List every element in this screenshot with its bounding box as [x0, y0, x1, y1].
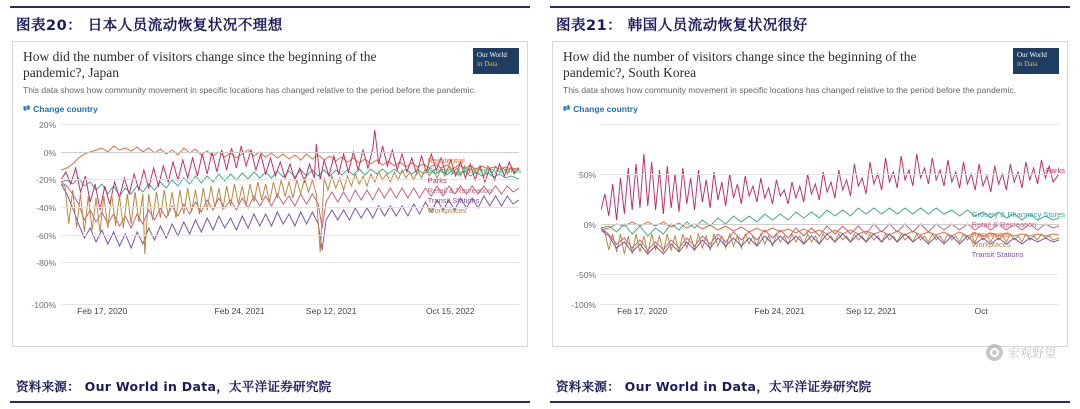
- badge-line-1: Our World: [1017, 51, 1047, 59]
- plot-area-south-korea: [553, 118, 1067, 330]
- panel-frame-japan: [10, 6, 530, 403]
- xtick-japan-2: Sep 12, 2021: [305, 306, 357, 316]
- xaxis-japan: [61, 306, 519, 324]
- legend-item-residential[interactable]: Residential: [427, 156, 465, 165]
- change-country-button-south-korea[interactable]: [563, 103, 1057, 114]
- xtick-korea-0: Feb 17, 2020: [617, 306, 668, 316]
- figure-panel-south-korea: [540, 0, 1080, 409]
- our-world-in-data-logo: [1013, 48, 1059, 74]
- page-title-south-korea: 图表21： 韩国人员流动恢复状况很好: [556, 18, 808, 34]
- change-country-button-japan[interactable]: [23, 103, 517, 114]
- ytick-korea-3: -100%: [571, 300, 596, 310]
- xtick-korea-1: Feb 24, 2021: [754, 306, 805, 316]
- legend-item-workplaces[interactable]: Workplaces: [427, 206, 467, 215]
- ytick-japan-0: 20%: [38, 120, 56, 130]
- xtick-japan-0: Feb 17, 2020: [77, 306, 128, 316]
- chart-header-south-korea: [553, 42, 1067, 116]
- chart-header-japan: [13, 42, 527, 116]
- badge-line-2: in Data: [1017, 60, 1038, 68]
- ytick-korea-1: 0%: [583, 220, 596, 231]
- xtick-japan-3: Oct 15, 2022: [425, 306, 475, 316]
- swap-icon: ⇄: [563, 103, 571, 113]
- watermark: [986, 344, 1056, 361]
- legend-item-retail-recreation[interactable]: Retail & Recreation: [971, 220, 1037, 229]
- xtick-korea-2: Sep 12, 2021: [845, 306, 897, 316]
- our-world-in-data-logo: [473, 48, 519, 74]
- swap-icon: ⇄: [23, 103, 31, 113]
- ytick-korea-0: 50%: [578, 170, 596, 181]
- legend-item-workplaces[interactable]: Workplaces: [971, 240, 1011, 249]
- ytick-korea-2: -50%: [576, 269, 596, 280]
- legend-japan: [428, 156, 521, 216]
- legend-item-transit-stations[interactable]: Transit Stations: [971, 250, 1024, 259]
- source-note-japan: 资料来源： Our World in Data，太平洋证券研究院: [16, 379, 332, 394]
- watermark-label: 宏观野望: [1007, 346, 1056, 360]
- legend-south-korea: [972, 210, 1065, 260]
- ytick-japan-3: -40%: [36, 203, 56, 214]
- ytick-japan-1: 0%: [43, 147, 56, 158]
- legend-item-grocery-pharmacy[interactable]: Grocery & Pharmacy Stores: [971, 210, 1065, 219]
- legend-item-parks[interactable]: Parks: [1045, 166, 1065, 175]
- panel-frame-south-korea: [550, 6, 1070, 403]
- page-title-japan: 图表20： 日本人员流动恢复状况不理想: [16, 18, 283, 34]
- legend-item-transit-stations[interactable]: Transit Stations: [427, 196, 480, 205]
- legend-parks-south-korea: [1046, 166, 1065, 176]
- badge-line-1: Our World: [477, 51, 507, 59]
- ytick-japan-2: -20%: [36, 175, 56, 186]
- plot-area-japan: [13, 118, 527, 330]
- change-country-label: Change country: [33, 103, 98, 114]
- chart-headline-japan: How did the number of visitors change since the beginning of the pandemic?, Japan: [23, 49, 377, 80]
- legend-item-parks[interactable]: Parks: [427, 176, 447, 185]
- ytick-japan-6: -100%: [31, 300, 56, 310]
- legend-item-residential[interactable]: Residential: [971, 230, 1009, 239]
- chart-card-south-korea: [552, 41, 1068, 347]
- source-note-south-korea: 资料来源： Our World in Data，太平洋证券研究院: [556, 379, 872, 394]
- xtick-japan-1: Feb 24, 2021: [214, 306, 265, 316]
- xtick-korea-3: Oct: [974, 306, 988, 316]
- xaxis-south-korea: [601, 306, 1059, 324]
- watermark-logo-icon: [986, 344, 1003, 361]
- legend-item-grocery-pharmacy[interactable]: Grocery & Pharmacy Stores: [427, 166, 521, 175]
- ytick-japan-4: -60%: [36, 230, 56, 241]
- chart-headline-south-korea: How did the number of visitors change since the beginning of the pandemic?, South Korea: [563, 49, 917, 80]
- chart-subtitle-south-korea: This data shows how community movement in specific locations has changed relative to the period before the pandemic.: [563, 85, 1017, 95]
- chart-card-japan: [12, 41, 528, 347]
- change-country-label: Change country: [573, 103, 638, 114]
- badge-line-2: in Data: [477, 60, 498, 68]
- legend-item-retail-recreation[interactable]: Retail & Recreation: [427, 186, 493, 195]
- ytick-japan-5: -80%: [36, 258, 56, 269]
- chart-subtitle-japan: This data shows how community movement in specific locations has changed relative to the period before the pandemic.: [23, 85, 477, 95]
